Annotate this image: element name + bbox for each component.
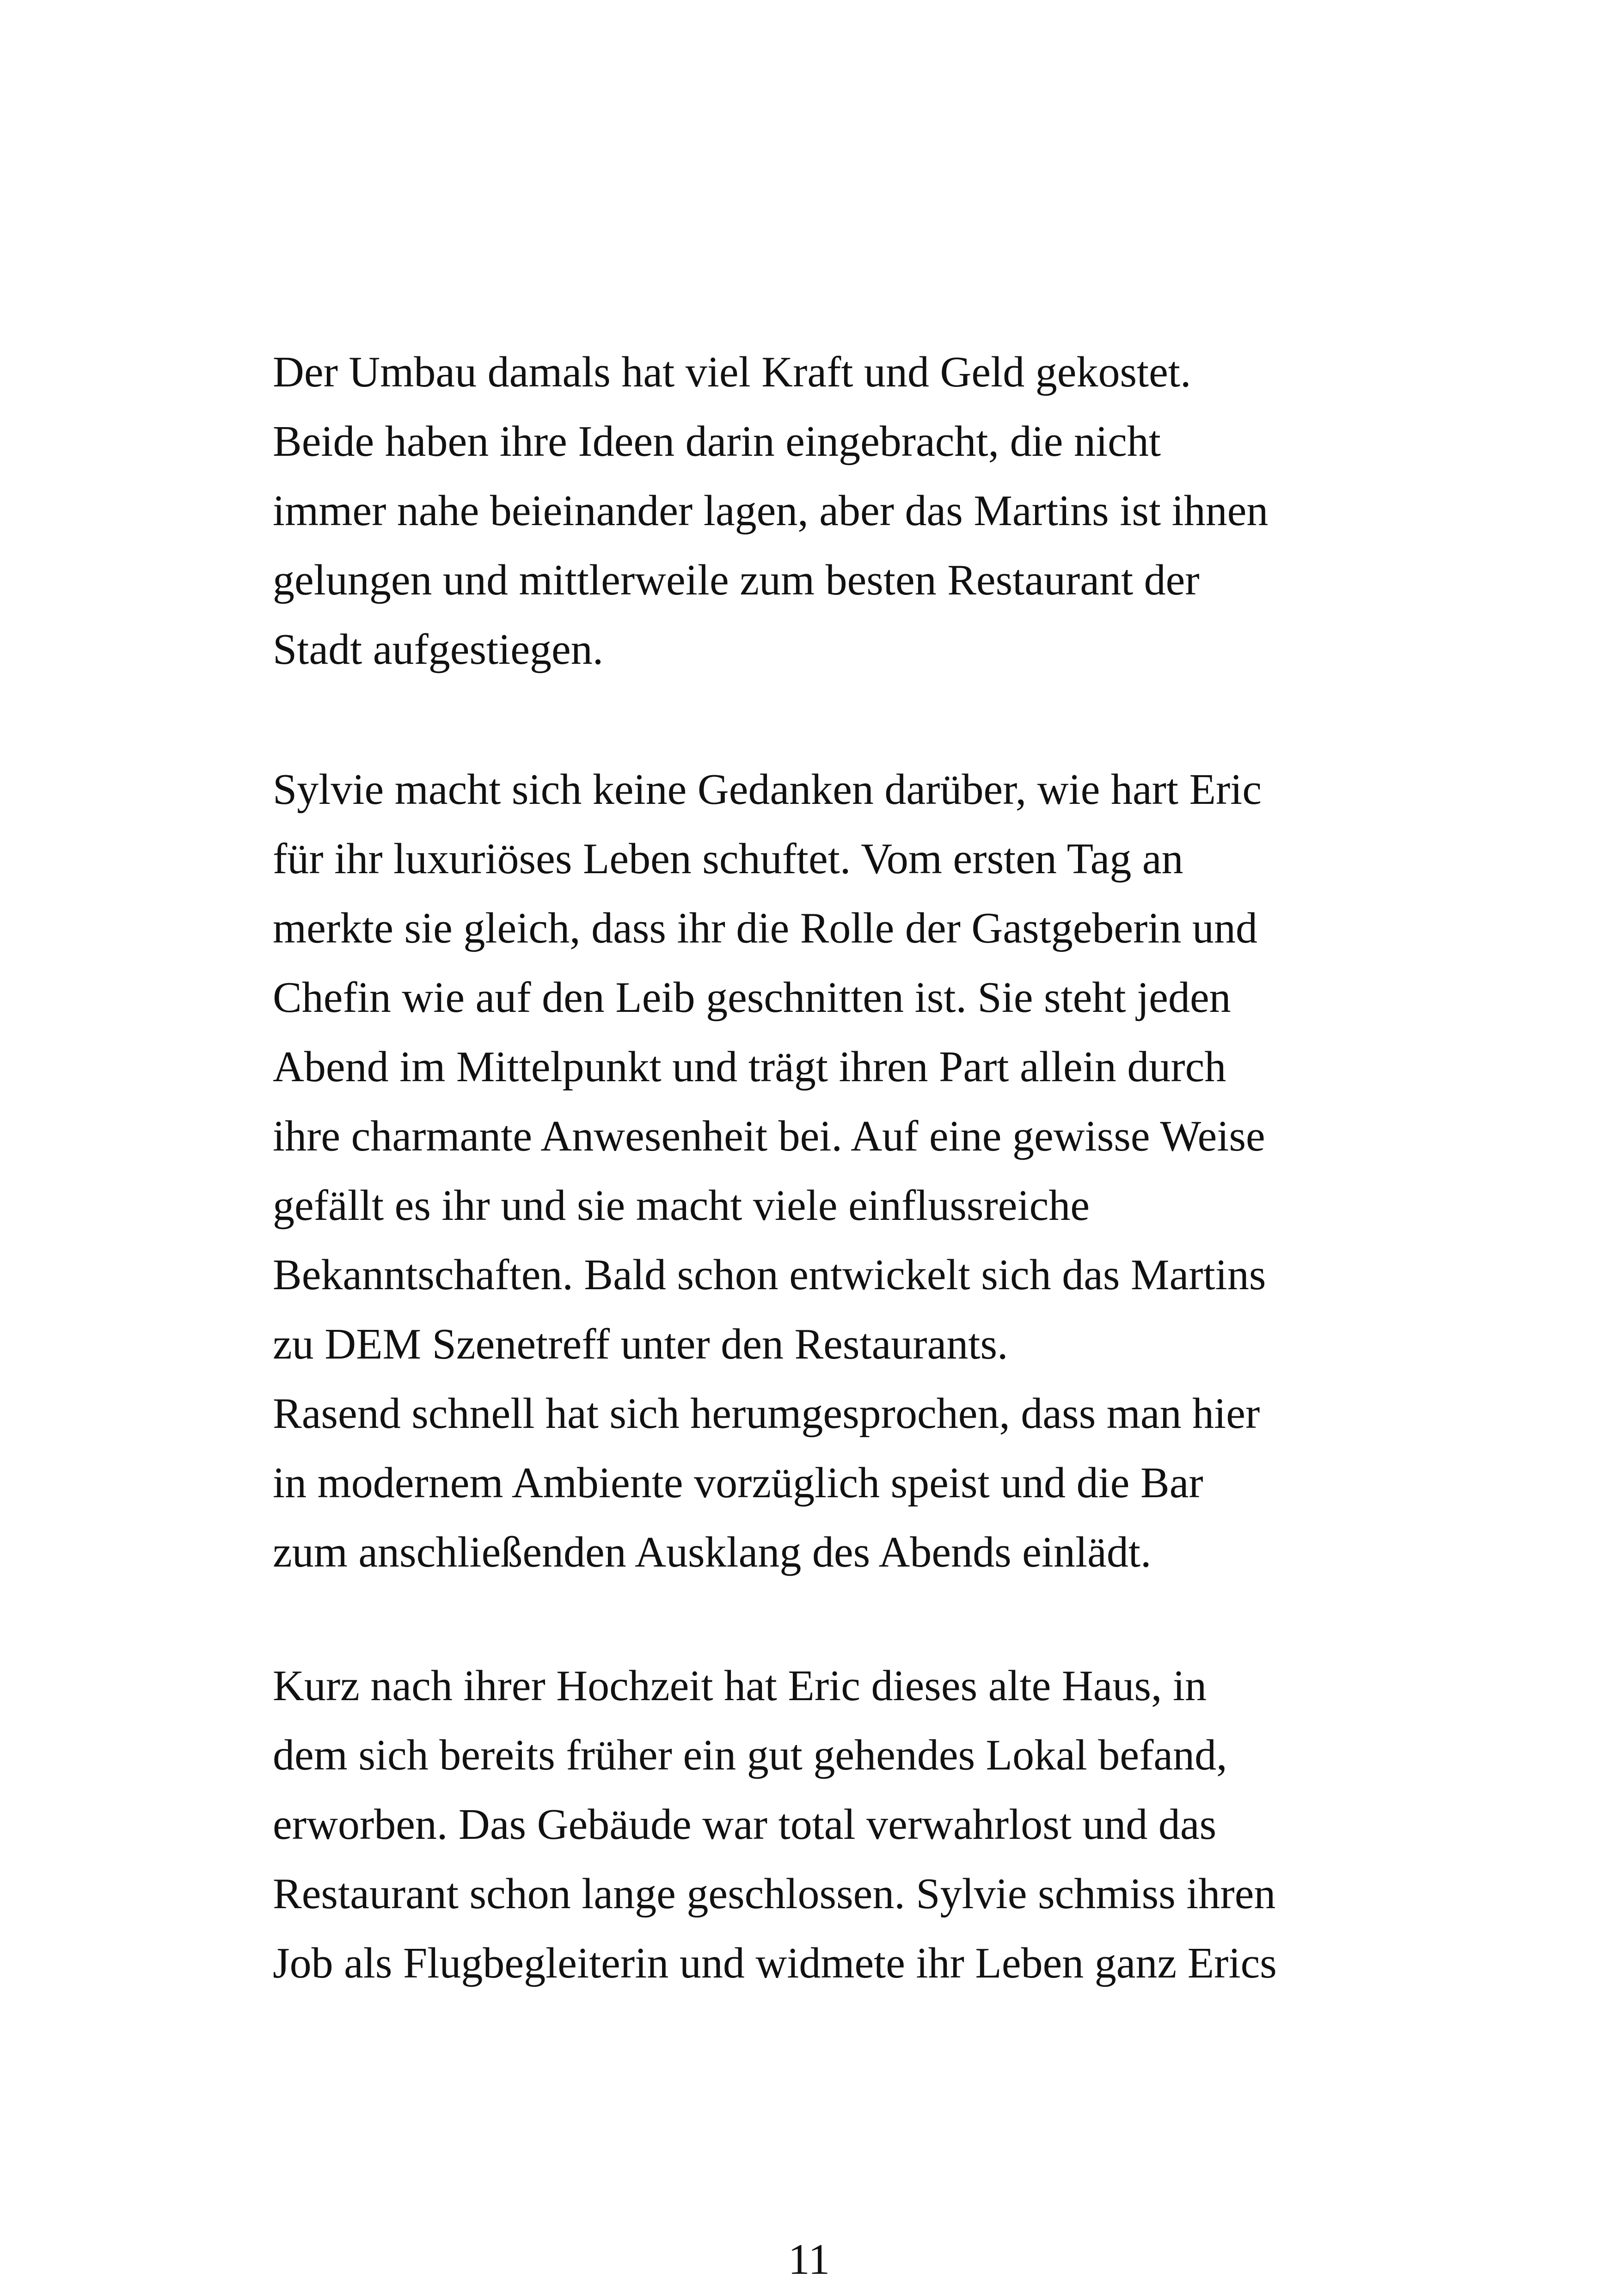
text-line: gefällt es ihr und sie macht viele einflussreiche	[273, 1182, 1090, 1230]
text-line: Stadt aufgestiegen.	[273, 625, 604, 673]
text-line: Der Umbau damals hat viel Kraft und Geld gekostet.	[273, 348, 1191, 396]
text-line: zu DEM Szenetreff unter den Restaurants.	[273, 1320, 1008, 1368]
text-line: zum anschließenden Ausklang des Abends einlädt.	[273, 1528, 1152, 1576]
text-line: Job als Flugbegleiterin und widmete ihr Leben ganz Erics	[273, 1939, 1277, 1987]
paragraph	[273, 337, 1382, 684]
text-line: für ihr luxuriöses Leben schuftet. Vom ersten Tag an	[273, 835, 1183, 883]
text-line: Abend im Mittelpunkt und trägt ihren Part allein durch	[273, 1043, 1226, 1091]
paragraph	[273, 755, 1382, 1587]
paragraph	[273, 1651, 1382, 1998]
text-line: Restaurant schon lange geschlossen. Sylvie schmiss ihren	[273, 1870, 1276, 1918]
text-line: erworben. Das Gebäude war total verwahrlost und das	[273, 1800, 1217, 1849]
text-line: Sylvie macht sich keine Gedanken darüber, wie hart Eric	[273, 765, 1262, 814]
page-number: 11	[788, 2235, 830, 2284]
text-line: ihre charmante Anwesenheit bei. Auf eine gewisse Weise	[273, 1112, 1265, 1160]
text-line: merkte sie gleich, dass ihr die Rolle der Gastgeberin und	[273, 904, 1258, 952]
text-line: Beide haben ihre Ideen darin eingebracht, die nicht	[273, 417, 1161, 465]
text-line: gelungen und mittlerweile zum besten Restaurant der	[273, 556, 1200, 604]
text-line: Bekanntschaften. Bald schon entwickelt sich das Martins	[273, 1251, 1266, 1299]
text-line: dem sich bereits früher ein gut gehendes Lokal befand,	[273, 1731, 1227, 1779]
text-line: Rasend schnell hat sich herumgesprochen, dass man hier	[273, 1390, 1260, 1438]
text-line: Chefin wie auf den Leib geschnitten ist. Sie steht jeden	[273, 974, 1231, 1022]
text-line: in modernem Ambiente vorzüglich speist und die Bar	[273, 1459, 1203, 1507]
text-line: immer nahe beieinander lagen, aber das Martins ist ihnen	[273, 487, 1269, 535]
text-line: Kurz nach ihrer Hochzeit hat Eric dieses alte Haus, in	[273, 1662, 1207, 1710]
